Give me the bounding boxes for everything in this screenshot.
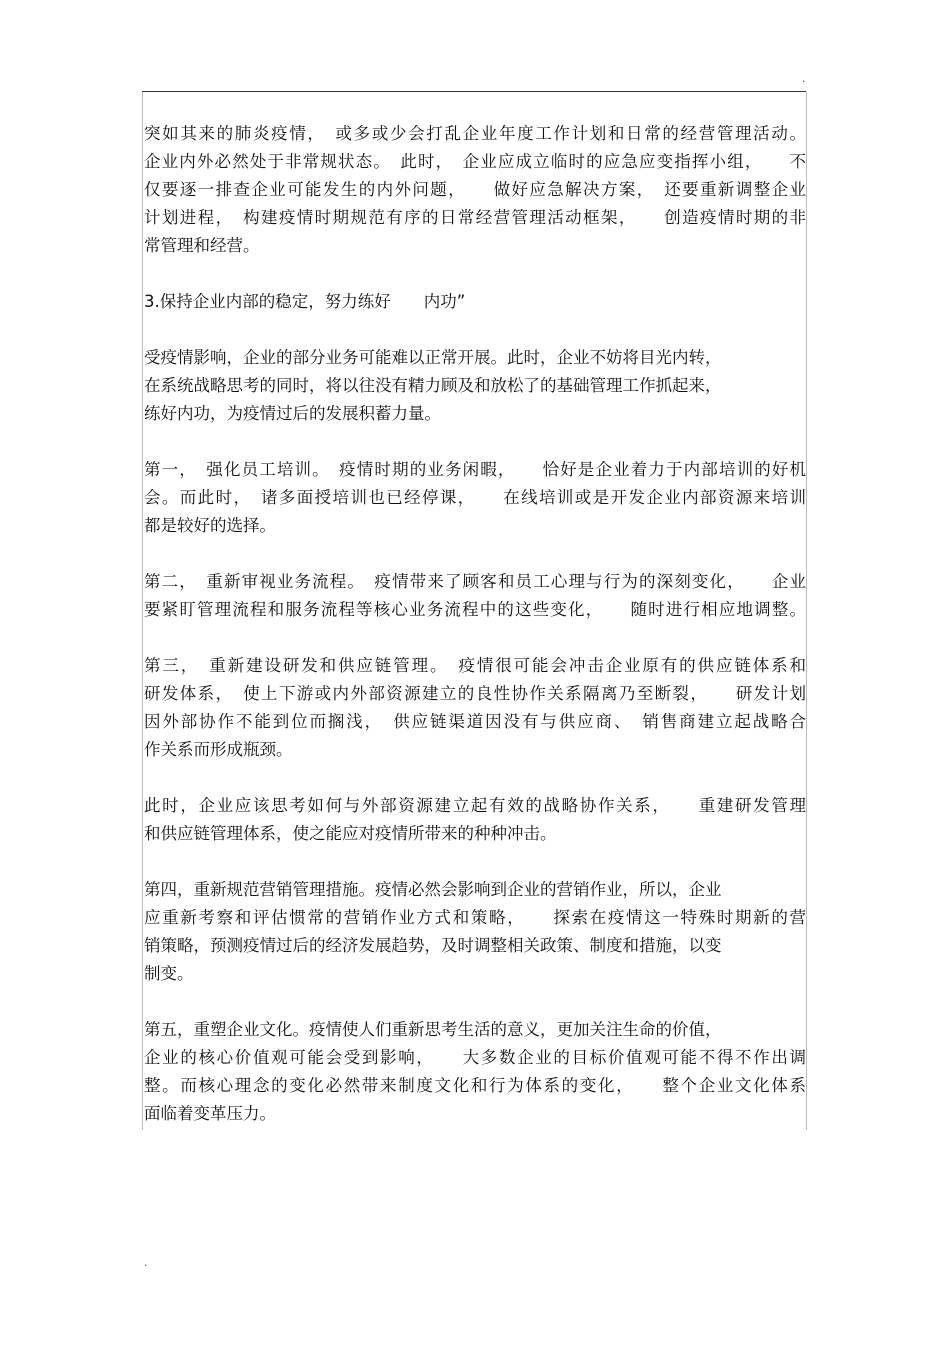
- paragraph: [144, 344, 808, 428]
- paragraph: [144, 792, 808, 848]
- text-line: 作关系而形成瓶颈。: [144, 740, 293, 759]
- bottom-marker: .: [144, 1256, 148, 1269]
- text-line: 仅要逐一排查企业可能发生的内外问题， 做好应急解决方案， 还要重新调整企业: [144, 180, 806, 199]
- paragraph: [144, 652, 808, 764]
- text-line: 第一， 强化员工培训。 疫情时期的业务闲暇， 恰好是企业着力于内部培训的好机: [144, 460, 806, 479]
- text-line: 会。而此时， 诸多面授培训也已经停课， 在线培训或是开发企业内部资源来培训: [144, 488, 806, 507]
- text-line: 此时，企业应该思考如何与外部资源建立起有效的战略协作关系， 重建研发管理: [144, 796, 806, 815]
- text-line: 制变。: [144, 964, 194, 983]
- text-line: 在系统战略思考的同时，将以往没有精力顾及和放松了的基础管理工作抓起来，: [144, 376, 722, 395]
- text-line: 练好内功，为疫情过后的发展积蓄力量。: [144, 404, 441, 423]
- text-line: 研发体系， 使上下游或内外部资源建立的良性协作关系隔离乃至断裂， 研发计划: [144, 684, 806, 703]
- paragraph: [144, 876, 808, 988]
- paragraph: [144, 120, 808, 260]
- text-line: 和供应链管理体系，使之能应对疫情所带来的种种冲击。: [144, 824, 557, 843]
- text-line: 整。而核心理念的变化必然带来制度文化和行为体系的变化， 整个企业文化体系: [144, 1076, 806, 1095]
- text-line: 受疫情影响，企业的部分业务可能难以正常开展。此时，企业不妨将目光内转，: [144, 348, 722, 367]
- text-line: 计划进程， 构建疫情时期规范有序的日常经营管理活动框架， 创造疫情时期的非: [144, 208, 806, 227]
- text-line: 应重新考察和评估惯常的营销作业方式和策略， 探索在疫情这一特殊时期新的营: [144, 908, 806, 927]
- top-marker: .: [802, 72, 806, 85]
- header-rule: [142, 91, 806, 92]
- text-line: 因外部协作不能到位而搁浅， 供应链渠道因没有与供应商、 销售商建立起战略合: [144, 712, 806, 731]
- text-line: 3.保持企业内部的稳定，努力练好 内功”: [144, 292, 466, 311]
- document-body: [144, 120, 808, 1156]
- text-line: 企业的核心价值观可能会受到影响， 大多数企业的目标价值观可能不得不作出调: [144, 1048, 806, 1067]
- text-line: 第四，重新规范营销管理措施。疫情必然会影响到企业的营销作业，所以，企业: [144, 880, 722, 899]
- text-line: 第五，重塑企业文化。疫情使人们重新思考生活的意义，更加关注生命的价值，: [144, 1020, 722, 1039]
- text-line: 第三， 重新建设研发和供应链管理。 疫情很可能会冲击企业原有的供应链体系和: [144, 656, 806, 675]
- text-line: 企业内外必然处于非常规状态。 此时， 企业应成立临时的应急应变指挥小组， 不: [144, 152, 806, 171]
- paragraph: [144, 568, 808, 624]
- text-line: 销策略，预测疫情过后的经济发展趋势，及时调整相关政策、制度和措施，以变: [144, 936, 722, 955]
- text-line: 都是较好的选择。: [144, 516, 276, 535]
- text-line: 面临着变革压力。: [144, 1104, 276, 1123]
- text-line: 突如其来的肺炎疫情， 或多或少会打乱企业年度工作计划和日常的经营管理活动。: [144, 124, 806, 143]
- paragraph: [144, 456, 808, 540]
- left-margin-rule: [142, 92, 143, 1130]
- text-line: 第二， 重新审视业务流程。 疫情带来了顾客和员工心理与行为的深刻变化， 企业: [144, 572, 806, 591]
- text-line: 常管理和经营。: [144, 236, 260, 255]
- text-line: 要紧盯管理流程和服务流程等核心业务流程中的这些变化， 随时进行相应地调整。: [144, 600, 806, 619]
- paragraph: [144, 288, 808, 316]
- paragraph: [144, 1016, 808, 1128]
